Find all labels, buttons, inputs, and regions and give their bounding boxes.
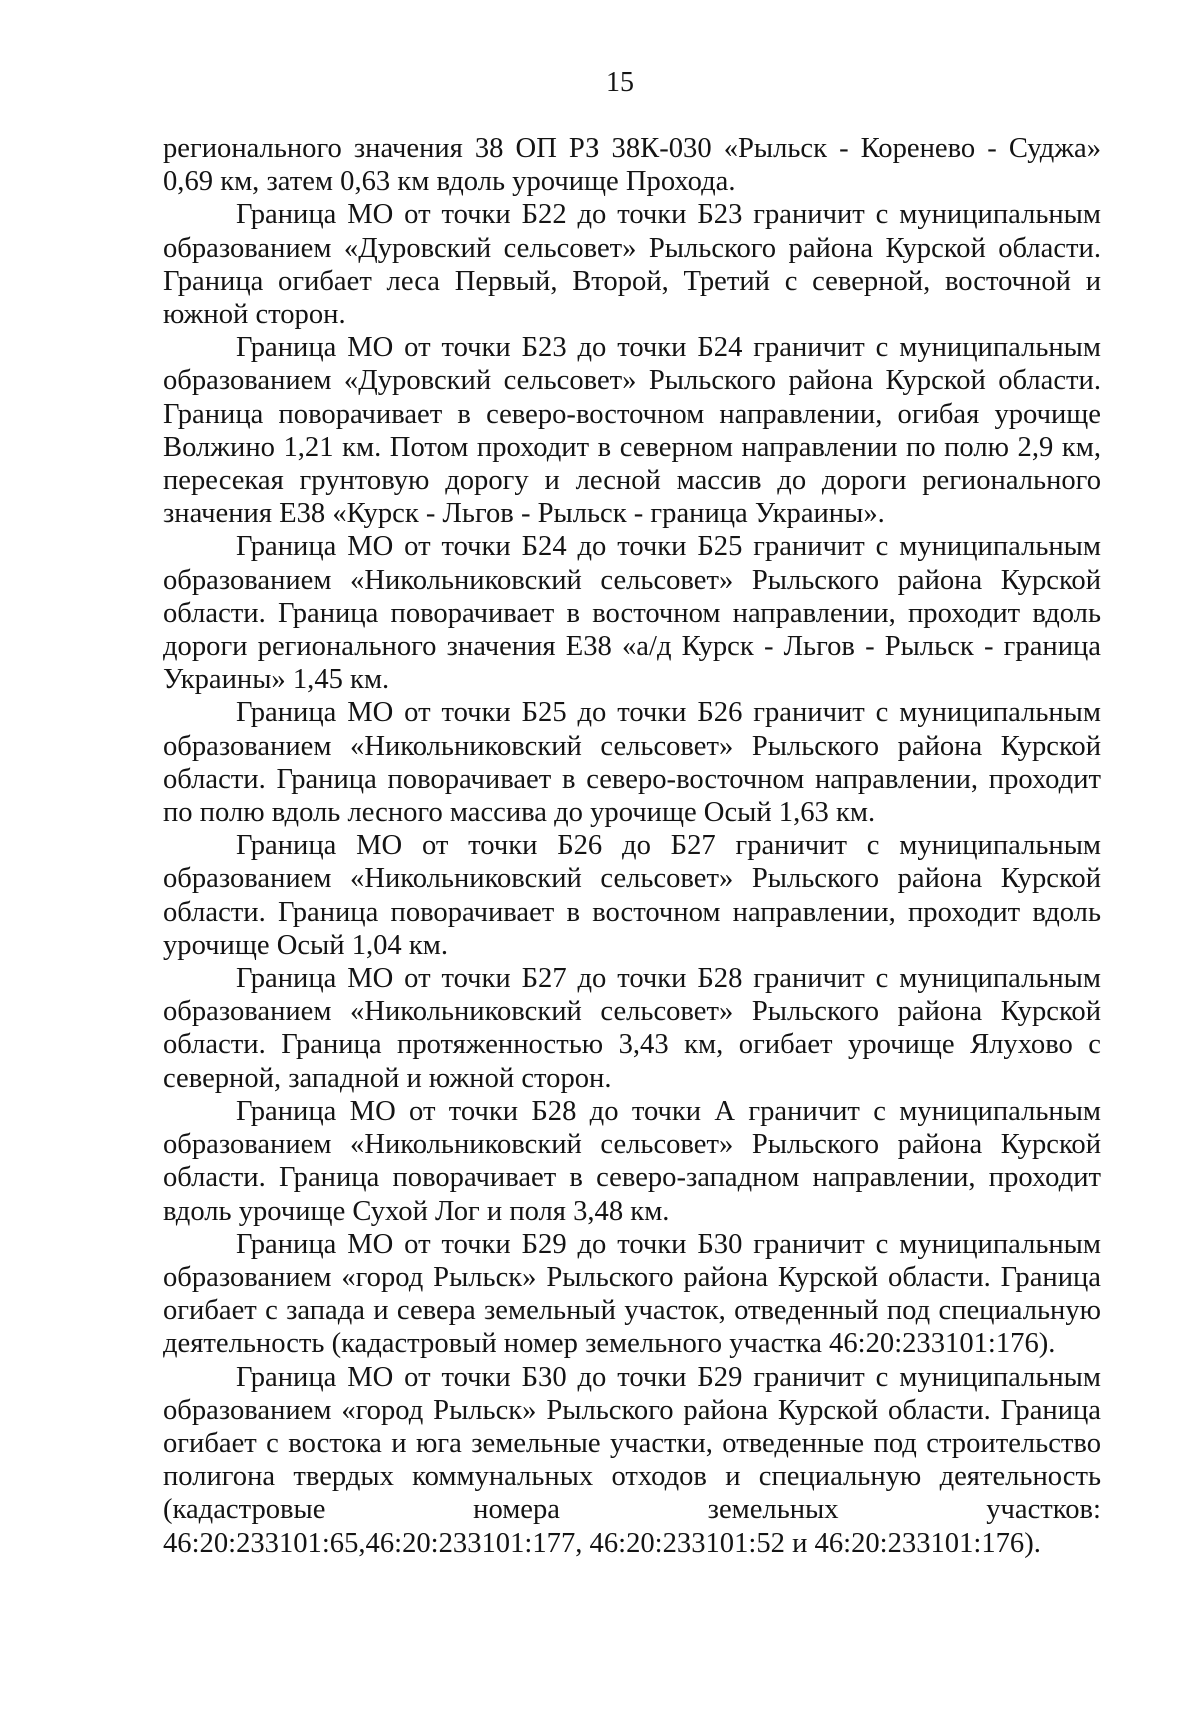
paragraph-b30-b29: Граница МО от точки Б30 до точки Б29 граничит с муниципальным образованием «город Рыльск» Рыльского района Курской области. Граница огибает с востока и юга земельные участки, отведенные под строительство полигона твердых коммунальных отходов и специальную деятельность (кадастровые номера земельных участков: 46:20:233101:65,46:20:233101:177, 46:20:233101:52 и 46:20:233101:176).	[163, 1361, 1101, 1559]
paragraph-b22-b23: Граница МО от точки Б22 до точки Б23 граничит с муниципальным образованием «Дуровский сельсовет» Рыльского района Курской области. Граница огибает леса Первый, Второй, Третий с северной, восточной и южной сторон.	[163, 199, 1101, 331]
paragraph-b25-b26: Граница МО от точки Б25 до точки Б26 граничит с муниципальным образованием «Никольниковский сельсовет» Рыльского района Курской области. Граница поворачивает в северо-восточном направлении, проходит по полю вдоль лесного массива до урочище Осый 1,63 км.	[163, 697, 1101, 829]
paragraph-b29-b30: Граница МО от точки Б29 до точки Б30 граничит с муниципальным образованием «город Рыльск» Рыльского района Курской области. Граница огибает с запада и севера земельный участок, отведенный под специальную деятельность (кадастровый номер земельного участка 46:20:233101:176).	[163, 1228, 1101, 1360]
paragraph-b27-b28: Граница МО от точки Б27 до точки Б28 граничит с муниципальным образованием «Никольниковский сельсовет» Рыльского района Курской области. Граница протяженностью 3,43 км, огибает урочище Ялухово с северной, западной и южной сторон.	[163, 963, 1101, 1094]
paragraph-continuation: регионального значения 38 ОП РЗ 38К-030 «Рыльск - Коренево - Суджа» 0,69 км, затем 0,63 км вдоль урочище Прохода.	[163, 133, 1101, 198]
paragraph-b23-b24: Граница МО от точки Б23 до точки Б24 граничит с муниципальным образованием «Дуровский сельсовет» Рыльского района Курской области. Граница поворачивает в северо-восточном направлении, огибая урочище Волжино 1,21 км. Потом проходит в северном направлении по полю 2,9 км, пересекая грунтовую дорогу и лесной массив до дороги регионального значения Е38 «Курск - Льгов - Рыльск - граница Украины».	[163, 332, 1101, 530]
paragraph-b28-a: Граница МО от точки Б28 до точки А граничит с муниципальным образованием «Никольниковский сельсовет» Рыльского района Курской области. Граница поворачивает в северо-западном направлении, проходит вдоль урочище Сухой Лог и поля 3,48 км.	[163, 1095, 1101, 1227]
document-body	[163, 132, 1101, 1560]
page-number: 15	[606, 67, 634, 98]
paragraph-b24-b25: Граница МО от точки Б24 до точки Б25 граничит с муниципальным образованием «Никольниковский сельсовет» Рыльского района Курской области. Граница поворачивает в восточном направлении, проходит вдоль дороги регионального значения Е38 «а/д Курск - Льгов - Рыльск - граница Украины» 1,45 км.	[163, 531, 1101, 696]
paragraph-b26-b27: Граница МО от точки Б26 до Б27 граничит с муниципальным образованием «Никольниковский сельсовет» Рыльского района Курской области. Граница поворачивает в восточном направлении, проходит вдоль урочище Осый 1,04 км.	[163, 830, 1101, 961]
